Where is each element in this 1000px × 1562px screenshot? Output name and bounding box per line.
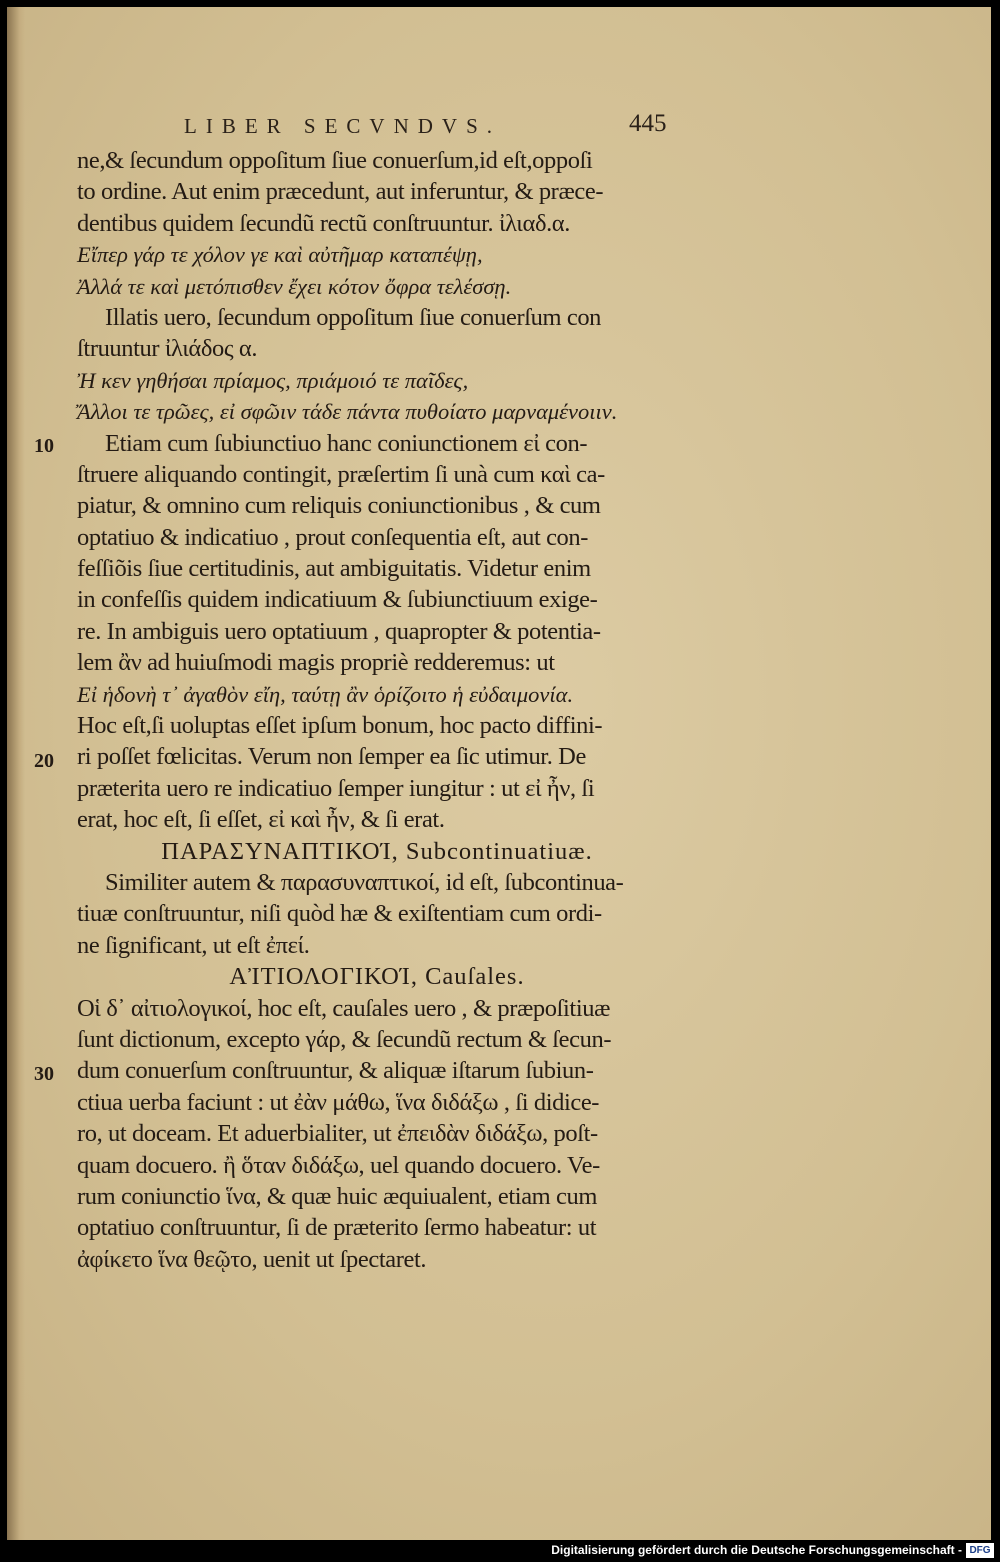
text-line: ne,& ſecundum oppoſitum ſiue conuerſum,id eſt,oppoſi xyxy=(77,147,593,174)
text-line: ctiua uerba faciunt : ut ἐὰν μάθω, ἵνα διδάξω , ſi didice- xyxy=(77,1088,600,1116)
text-line: re. In ambiguis uero optatiuum , quapropter & potentia- xyxy=(77,617,601,645)
text-line: ΠΑΡΑΣΥΝΑΠΤΙΚΟΊ, Subcontinuatiuæ. xyxy=(161,837,593,865)
text-line: optatiuo & indicatiuo , prout conſequentia eſt, aut con- xyxy=(77,523,589,551)
text-line: Εἰ ἡδονὴ τ᾽ ἀγαθὸν εἴη, ταύτῃ ἂν ὁρίζοιτο ἡ εὐδαιμονία. xyxy=(77,681,574,707)
dfg-logo: DFG xyxy=(966,1543,994,1558)
text-line: ri poſſet fœlicitas. Verum non ſemper ea ſic utimur. De xyxy=(77,743,586,771)
text-line: to ordine. Aut enim præcedunt, aut inferuntur, & præce- xyxy=(77,178,604,206)
text-line: Hoc eſt,ſi uoluptas eſſet ipſum bonum, hoc pacto diffini- xyxy=(77,712,603,740)
text-line: Οἱ δ᾽ αἰτιολογικοί, hoc eſt, cauſales uero , & præpoſitiuæ xyxy=(77,994,611,1022)
text-line: in confeſſis quidem indicatiuum & ſubiunctiuum exige- xyxy=(77,586,598,614)
text-line: ἀφίκετο ἵνα θεῷτο, uenit ut ſpectaret. xyxy=(77,1245,427,1273)
text-line: dentibus quidem ſecundũ rectũ conſtruuntur. ἰλιαδ.α. xyxy=(77,209,570,237)
text-line: Ἠ κεν γηθήσαι πρίαμος, πριάμοιό τε παῖδες, xyxy=(77,367,469,393)
text-line: ro, ut doceam. Et aduerbialiter, ut ἐπειδὰν διδάξω, poſt- xyxy=(77,1120,598,1148)
page-gutter-shadow xyxy=(7,7,25,1540)
text-line: ne ſignificant, ut eſt ἐπεί. xyxy=(77,931,310,959)
text-line: dum conuerſum conſtruuntur, & aliquæ iſtarum ſubiun- xyxy=(77,1057,594,1085)
page-number: 445 xyxy=(629,110,667,137)
margin-line-number: 30 xyxy=(34,1063,54,1085)
text-line: Εἴπερ γάρ τε χόλον γε καὶ αὐτῆμαρ καταπέψῃ, xyxy=(77,242,483,268)
text-line: rum coniunctio ἵνα, & quæ huic æquiualent, etiam cum xyxy=(77,1182,598,1210)
text-line: erat, hoc eſt, ſi eſſet, εἰ καὶ ἦν, & ſi erat. xyxy=(77,806,445,834)
text-line: Etiam cum ſubiunctiuo hanc coniunctionem εἰ con- xyxy=(105,429,588,457)
text-line: ſtruere aliquando contingit, præſertim ſi unà cum καὶ ca- xyxy=(77,460,605,488)
digitization-credit: Digitalisierung gefördert durch die Deutsche Forschungsgemeinschaft - xyxy=(551,1543,962,1557)
body-text xyxy=(77,145,677,1275)
text-line: Similiter autem & παρασυναπτικοί, id eſt, ſubcontinua- xyxy=(105,868,624,896)
text-line: quam docuero. ἢ ὅταν διδάξω, uel quando docuero. Ve- xyxy=(77,1151,600,1179)
text-line: lem ἂν ad huiuſmodi magis propriè redderemus: ut xyxy=(77,649,555,677)
text-line: ſtruuntur ἰλιάδος α. xyxy=(77,335,258,363)
text-line: Ἄλλοι τε τρῶες, εἰ σφῶιν τάδε πάντα πυθοίατο μαρναμένοιιν. xyxy=(77,399,618,425)
running-head: LIBER SECVNDVS. xyxy=(184,114,502,138)
margin-line-number: 20 xyxy=(34,750,54,772)
text-line: Ἀλλά τε καὶ μετόπισθεν ἔχει κότον ὄφρα τελέσσῃ. xyxy=(77,273,512,299)
text-line: ΑἸΤΙΟΛΟΓΙΚΟΊ, Cauſales. xyxy=(229,963,525,991)
book-page xyxy=(7,7,991,1540)
text-line: optatiuo conſtruuntur, ſi de præterito ſermo habeatur: ut xyxy=(77,1214,597,1242)
text-line: tiuæ conſtruuntur, niſi quòd hæ & exiſtentiam cum ordi- xyxy=(77,900,602,928)
text-line: Illatis uero, ſecundum oppoſitum ſiue conuerſum con xyxy=(105,303,602,331)
text-line: præterita uero re indicatiuo ſemper iungitur : ut εἰ ἦν, ſi xyxy=(77,774,595,802)
margin-line-number: 10 xyxy=(34,435,54,457)
page-header xyxy=(7,110,991,144)
text-line: ſunt dictionum, excepto γάρ, & ſecundũ rectum & ſecun- xyxy=(77,1025,612,1053)
text-line: feſſiõis ſiue certitudinis, aut ambiguitatis. Videtur enim xyxy=(77,555,591,583)
text-line: piatur, & omnino cum reliquis coniunctionibus , & cum xyxy=(77,492,601,520)
footer-bar xyxy=(0,1540,1000,1562)
